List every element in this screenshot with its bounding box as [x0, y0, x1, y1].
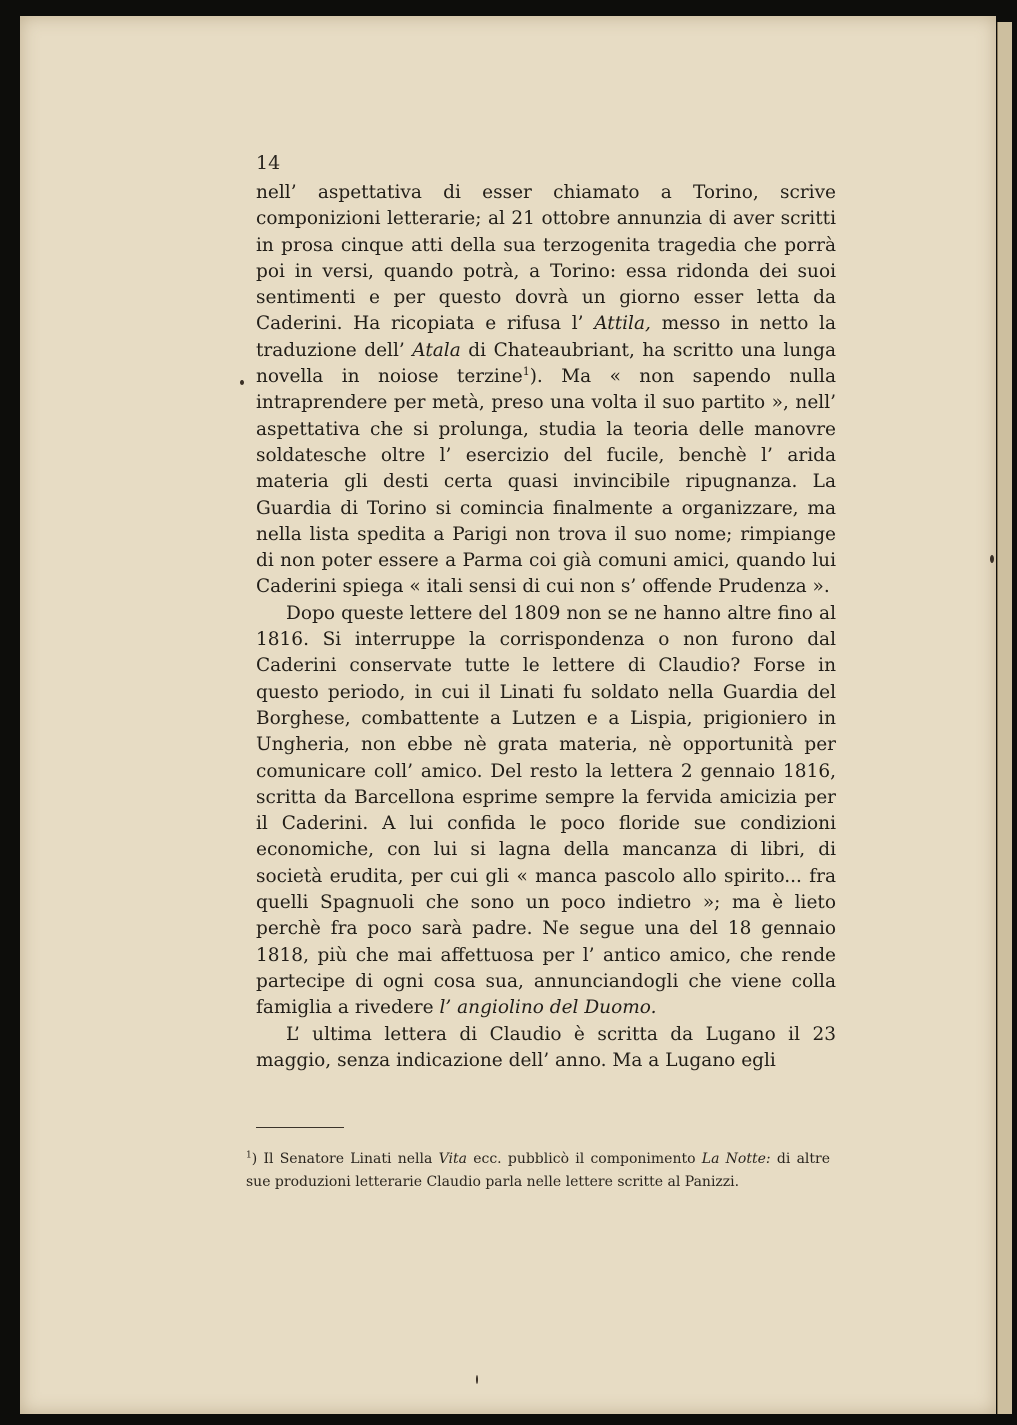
text-run: ). Ma « non sapendo nulla intraprendere per metà, preso una volta il suo partito », nell’ aspettativa che si prolunga, studia la teoria delle manovre soldatesche oltre l’ esercizio del fucile, benchè l’ arida materia gli desti certa quasi invincibile ripugnanza. La Guardia di Torino si comincia finalmente a organizzare, ma nella lista spedita a Parigi non trova il suo nome; rimpiange di non poter essere a Parma coi già comuni amici, quando lui Caderini spiega « itali sensi di cui non s’ offende Prudenza ».	[256, 366, 836, 598]
footnote-text: ) Il Senatore Linati nella	[251, 1151, 439, 1167]
text-run-italic: l’ angiolino del Duomo.	[439, 997, 657, 1019]
paragraph	[256, 601, 836, 1022]
paper-speck	[240, 380, 244, 385]
page-number: 14	[256, 152, 281, 174]
text-run: messo in netto la traduzione dell’	[256, 313, 836, 361]
body-text	[256, 180, 836, 1074]
next-page-edge	[997, 22, 1012, 1414]
paragraph	[256, 1022, 836, 1075]
footnote-text: ecc. pubblicò il componimento	[466, 1151, 702, 1167]
text-run: di Chateaubriant, ha scritto una lunga novella in noiose terzine	[256, 339, 837, 388]
footnote	[246, 1148, 830, 1193]
text-run-italic: Attila,	[594, 313, 651, 335]
text-run: Dopo queste lettere del 1809 non se ne hanno altre fino al 1816. Si interruppe la corrispondenza o non furono dal Caderini conservate tutte le lettere di Claudio? Forse in questo periodo, in cui il Linati fu soldato nella Guardia del Borghese, combattente a Lutzen e a Lispia, prigioniero in Ungheria, non ebbe nè grata materia, nè opportunità per comunicare coll’ amico. Del resto la lettera 2 gennaio 1816, scritta da Barcellona esprime sempre la fervida amicizia per il Caderini. A lui confida le poco floride sue condizioni economiche, con lui si lagna della mancanza di libri, di società erudita, per cui gli « manca pascolo allo spirito... fra quelli Spagnuoli che sono un poco indietro »; ma è lieto perchè fra poco sarà padre. Ne segue una del 18 gennaio 1818, più che mai affettuosa per l’ antico amico, che rende partecipe di ogni cosa sua, annunciandogli che viene colla famiglia a rivedere	[256, 602, 836, 1019]
paper-speck	[476, 1375, 478, 1384]
footnote-text-italic: Vita	[438, 1151, 467, 1167]
text-run: nell’ aspettativa di esser chiamato a Torino, scrive componizioni letterarie; al 21 ottobre annunzia di aver scritti in prosa cinque atti della sua terzogenita tragedia che porrà poi in versi, quando potrà, a Torino: essa ridonda dei suoi sentimenti e per questo dovrà un giorno esser letta da Caderini. Ha ricopiata e rifusa l’	[256, 182, 836, 335]
paragraph	[256, 180, 836, 601]
footnote-text-italic: La Notte:	[701, 1151, 771, 1167]
footnote-text: di altre sue produzioni letterarie Claudio parla nelle lettere scritte al Panizzi.	[246, 1151, 831, 1190]
text-run: L’ ultima lettera di Claudio è scritta da Lugano il 23 maggio, senza indicazione dell’ anno. Ma a Lugano egli	[256, 1023, 836, 1071]
text-run-italic: Atala	[412, 339, 461, 361]
footnote-divider	[256, 1127, 344, 1128]
footnote-marker: 1	[522, 364, 530, 378]
paper-speck	[990, 555, 994, 563]
footnote-number: 1	[246, 1150, 252, 1161]
